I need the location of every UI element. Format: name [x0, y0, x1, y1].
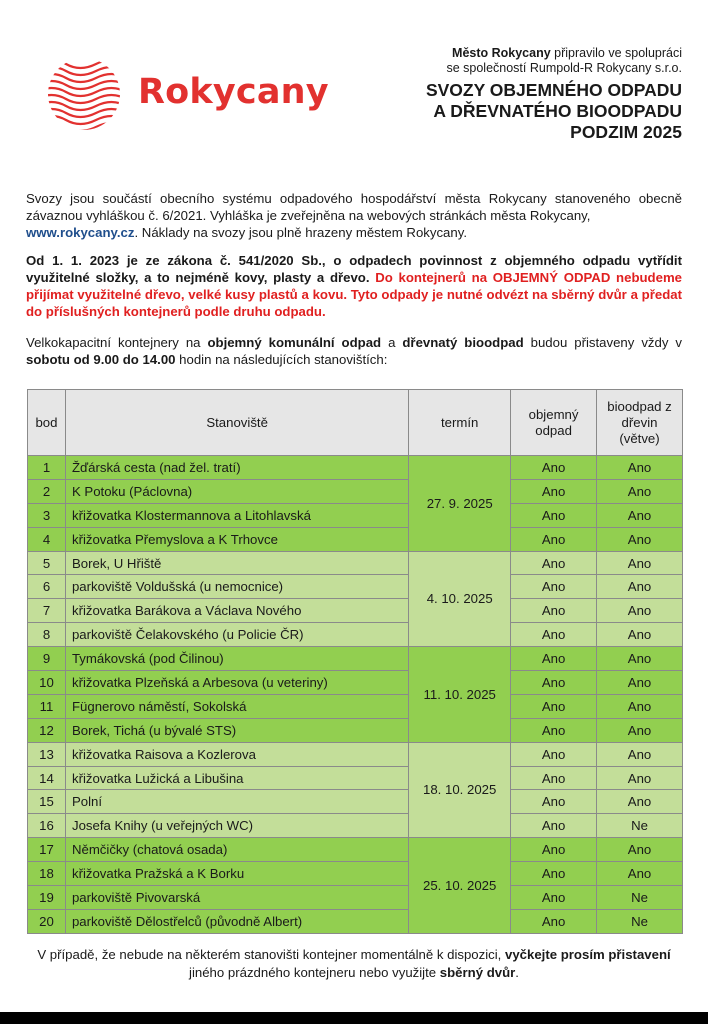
cell-site: křižovatka Raisova a Kozlerova — [65, 742, 408, 766]
page-title — [426, 80, 682, 143]
cell-bio: Ano — [597, 790, 683, 814]
footer-text: jiného prázdného kontejneru nebo využijte — [189, 965, 440, 980]
table-row — [28, 456, 683, 480]
cell-bio: Ano — [597, 838, 683, 862]
table-row — [28, 694, 683, 718]
cell-date: 18. 10. 2025 — [409, 742, 511, 838]
cell-bod: 18 — [28, 862, 66, 886]
table-row — [28, 766, 683, 790]
cell-bio: Ano — [597, 527, 683, 551]
table-row — [28, 862, 683, 886]
title-line: PODZIM 2025 — [570, 122, 682, 142]
cell-bod: 9 — [28, 647, 66, 671]
cell-bio: Ano — [597, 647, 683, 671]
info-bold: sobotu od 9.00 do 14.00 — [26, 352, 176, 367]
cell-bulky: Ano — [511, 862, 597, 886]
cell-bod: 8 — [28, 623, 66, 647]
header-site: Stanoviště — [65, 390, 408, 456]
cell-bulky: Ano — [511, 909, 597, 933]
cell-bio: Ano — [597, 551, 683, 575]
header-bio: bioodpad z dřevin (větve) — [597, 390, 683, 456]
intro-text-after: . Náklady na svozy jsou plně hrazeny městem Rokycany. — [134, 225, 468, 240]
cell-bulky: Ano — [511, 647, 597, 671]
title-line: A DŘEVNATÉHO BIOODPADU — [433, 101, 682, 121]
cell-bod: 13 — [28, 742, 66, 766]
footer-note — [30, 946, 678, 982]
cell-date: 4. 10. 2025 — [409, 551, 511, 647]
cell-bulky: Ano — [511, 886, 597, 910]
cell-bod: 17 — [28, 838, 66, 862]
info-text: a — [381, 335, 403, 350]
cell-bulky: Ano — [511, 694, 597, 718]
table-row — [28, 647, 683, 671]
cell-bio: Ne — [597, 909, 683, 933]
schedule-body — [28, 456, 683, 934]
intro-paragraph — [26, 190, 682, 241]
footer-bold: sběrný dvůr — [439, 965, 516, 980]
cell-bulky: Ano — [511, 551, 597, 575]
cell-bod: 20 — [28, 909, 66, 933]
table-row — [28, 838, 683, 862]
cell-bod: 12 — [28, 718, 66, 742]
cell-site: Tymákovská (pod Čilinou) — [65, 647, 408, 671]
cell-bio: Ano — [597, 599, 683, 623]
cell-site: křižovatka Lužická a Libušina — [65, 766, 408, 790]
footer-text: V případě, že nebude na některém stanovišti kontejner momentálně k dispozici, — [37, 947, 506, 962]
cell-site: křižovatka Klostermannova a Litohlavská — [65, 503, 408, 527]
cell-date: 25. 10. 2025 — [409, 838, 511, 934]
header-organization — [446, 46, 682, 76]
cell-bod: 19 — [28, 886, 66, 910]
info-text: Velkokapacitní kontejnery na — [26, 335, 208, 350]
cell-bulky: Ano — [511, 575, 597, 599]
header-bod: bod — [28, 390, 66, 456]
logo-waves-icon — [46, 56, 130, 136]
table-row — [28, 623, 683, 647]
cell-bulky: Ano — [511, 599, 597, 623]
cell-bod: 2 — [28, 479, 66, 503]
table-row — [28, 790, 683, 814]
cell-bod: 16 — [28, 814, 66, 838]
org-name: Město Rokycany — [452, 46, 551, 60]
law-bold-text: Od 1. 1. 2023 je ze zákona č. 541/2020 Sb., o odpadech povinnost z objemného odpadu vytřídit využitelné složky, a to nejméně kovy, plasty a dřevo. — [26, 253, 682, 285]
cell-site: Borek, U Hřiště — [65, 551, 408, 575]
cell-bulky: Ano — [511, 671, 597, 695]
cell-bod: 15 — [28, 790, 66, 814]
table-row — [28, 479, 683, 503]
table-row — [28, 718, 683, 742]
cell-bulky: Ano — [511, 718, 597, 742]
info-text: hodin na následujících stanovištích: — [175, 352, 388, 367]
table-row — [28, 551, 683, 575]
cell-bio: Ano — [597, 623, 683, 647]
cell-bod: 7 — [28, 599, 66, 623]
cell-bulky: Ano — [511, 742, 597, 766]
cell-bio: Ano — [597, 766, 683, 790]
rokycany-logo — [46, 56, 336, 136]
cell-site: Borek, Tichá (u bývalé STS) — [65, 718, 408, 742]
cell-bio: Ne — [597, 886, 683, 910]
cell-site: křižovatka Plzeňská a Arbesova (u veteriny) — [65, 671, 408, 695]
cell-bulky: Ano — [511, 503, 597, 527]
cell-site: Josefa Knihy (u veřejných WC) — [65, 814, 408, 838]
table-row — [28, 742, 683, 766]
cell-bulky: Ano — [511, 814, 597, 838]
cell-bio: Ano — [597, 671, 683, 695]
cell-bod: 6 — [28, 575, 66, 599]
cell-site: Fügnerovo náměstí, Sokolská — [65, 694, 408, 718]
title-line: SVOZY OBJEMNÉHO ODPADU — [425, 80, 682, 100]
cell-bio: Ano — [597, 718, 683, 742]
cell-date: 27. 9. 2025 — [409, 456, 511, 552]
cell-bulky: Ano — [511, 790, 597, 814]
cell-bod: 3 — [28, 503, 66, 527]
info-bold: dřevnatý bioodpad — [402, 335, 524, 350]
law-paragraph — [26, 252, 682, 320]
cell-site: parkoviště Pivovarská — [65, 886, 408, 910]
cell-site: Němčičky (chatová osada) — [65, 838, 408, 862]
cell-bio: Ano — [597, 575, 683, 599]
table-row — [28, 814, 683, 838]
table-header-row — [28, 390, 683, 456]
partner-line: se společností Rumpold-R Rokycany s.r.o. — [446, 61, 682, 75]
cell-site: křižovatka Přemyslova a K Trhovce — [65, 527, 408, 551]
cell-bod: 4 — [28, 527, 66, 551]
cell-bio: Ano — [597, 694, 683, 718]
footer-bold: vyčkejte prosím přistavení — [505, 947, 671, 962]
footer-text: . — [515, 965, 519, 980]
cell-site: parkoviště Čelakovského (u Policie ČR) — [65, 623, 408, 647]
header-bulky: objemný odpad — [511, 390, 597, 456]
table-row — [28, 527, 683, 551]
info-bold: objemný komunální odpad — [207, 335, 382, 350]
cell-site: křižovatka Barákova a Václava Nového — [65, 599, 408, 623]
law-warning-text: Do kontejnerů na OBJEMNÝ ODPAD nebudeme přijímat využitelné dřevo, velké kusy plastů a kovu. Tyto odpady je nutné odvézt na sběrný dvůr a předat do příslušných kontejnerů podle druhu odpadu. — [26, 270, 683, 319]
cell-bio: Ano — [597, 479, 683, 503]
cell-bio: Ne — [597, 814, 683, 838]
cell-bio: Ano — [597, 503, 683, 527]
cell-bod: 1 — [28, 456, 66, 480]
bottom-bar — [0, 1012, 708, 1024]
schedule-table — [27, 389, 683, 934]
cell-site: Polní — [65, 790, 408, 814]
cell-site: K Potoku (Páclovna) — [65, 479, 408, 503]
table-row — [28, 599, 683, 623]
table-row — [28, 909, 683, 933]
cell-bod: 11 — [28, 694, 66, 718]
cell-bulky: Ano — [511, 456, 597, 480]
cell-site: parkoviště Voldušská (u nemocnice) — [65, 575, 408, 599]
cell-bulky: Ano — [511, 766, 597, 790]
cell-bulky: Ano — [511, 838, 597, 862]
logo-text: Rokycany — [138, 72, 329, 112]
table-row — [28, 575, 683, 599]
cell-bulky: Ano — [511, 623, 597, 647]
cell-bod: 10 — [28, 671, 66, 695]
org-rest: připravilo ve spolupráci — [550, 46, 682, 60]
cell-bod: 5 — [28, 551, 66, 575]
table-row — [28, 671, 683, 695]
cell-site: Žďárská cesta (nad žel. tratí) — [65, 456, 408, 480]
cell-bio: Ano — [597, 456, 683, 480]
table-row — [28, 503, 683, 527]
info-paragraph — [26, 334, 682, 368]
cell-bio: Ano — [597, 742, 683, 766]
cell-site: křižovatka Pražská a K Borku — [65, 862, 408, 886]
cell-bulky: Ano — [511, 479, 597, 503]
header-date: termín — [409, 390, 511, 456]
cell-date: 11. 10. 2025 — [409, 647, 511, 743]
table-row — [28, 886, 683, 910]
info-text: budou přistaveny vždy v — [523, 335, 682, 350]
cell-site: parkoviště Dělostřelců (původně Albert) — [65, 909, 408, 933]
cell-bod: 14 — [28, 766, 66, 790]
cell-bulky: Ano — [511, 527, 597, 551]
cell-bio: Ano — [597, 862, 683, 886]
website-link[interactable]: www.rokycany.cz — [26, 225, 135, 240]
intro-text: Svozy jsou součástí obecního systému odpadového hospodářství města Rokycany stanoveného obecně závaznou vyhláškou č. 6/2021. Vyhláška je zveřejněna na webových stránkách města Rokycany, — [26, 191, 682, 223]
